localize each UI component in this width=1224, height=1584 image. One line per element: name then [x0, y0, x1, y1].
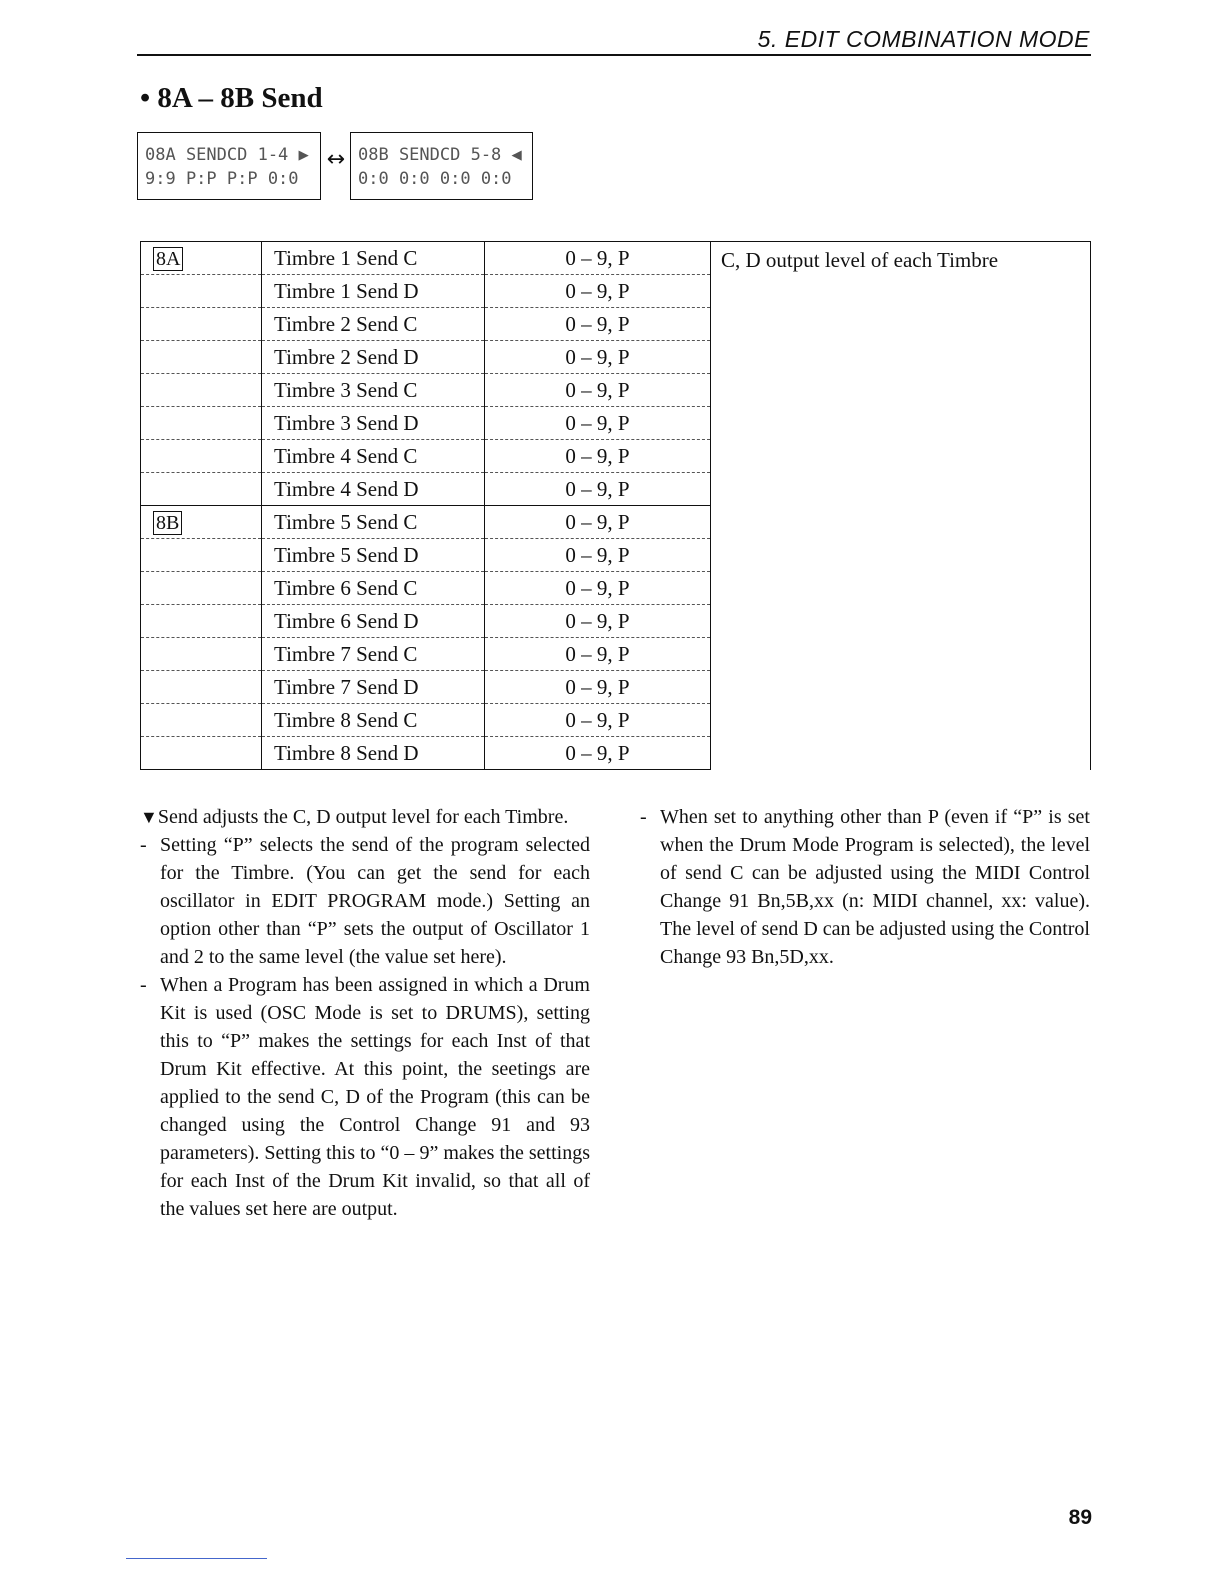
parameter-name: Timbre 8 Send D: [262, 737, 485, 770]
header-rule: [137, 54, 1091, 56]
parameter-range: 0 – 9, P: [485, 341, 711, 374]
parameter-range: 0 – 9, P: [485, 506, 711, 539]
page-tag-cell: [141, 374, 262, 407]
dash-marker: -: [140, 834, 147, 856]
page-tag-cell: [141, 275, 262, 308]
lead-paragraph: [140, 803, 590, 831]
parameter-name: Timbre 5 Send C: [262, 506, 485, 539]
page-number: 89: [1068, 1506, 1092, 1529]
page-tag-cell: [141, 440, 262, 473]
parameter-name: Timbre 2 Send C: [262, 308, 485, 341]
parameter-range: 0 – 9, P: [485, 473, 711, 506]
parameter-name: Timbre 3 Send D: [262, 407, 485, 440]
page-tag-cell: [141, 704, 262, 737]
dash-marker: -: [140, 974, 147, 996]
parameter-description: C, D output level of each Timbre: [711, 242, 1091, 770]
parameter-range: 0 – 9, P: [485, 737, 711, 770]
dash-marker: -: [640, 806, 647, 828]
list-item-text: When set to anything other than P (even if “P” is set when the Drum Mode Program is selected), the level of send C can be adjusted using the MIDI Control Change 91 Bn,5B,xx (n: MIDI channel, xx: value). The level of send D can be adjusted using the Control Change 93 Bn,5D,xx.: [660, 806, 1090, 968]
page-tag: 8A: [153, 247, 183, 271]
lcd-display-8b: [350, 132, 533, 200]
double-arrow-icon: ↔: [326, 147, 346, 172]
page-tag-cell: [141, 605, 262, 638]
lcd-display-8a: [137, 132, 321, 200]
parameter-range: 0 – 9, P: [485, 671, 711, 704]
page-tag-cell: [141, 539, 262, 572]
table-row: [141, 242, 1091, 275]
lcd-8b-line1: 08B SENDCD 5-8 ◀: [358, 145, 522, 165]
footer-link-rule: [126, 1558, 267, 1559]
parameter-name: Timbre 7 Send C: [262, 638, 485, 671]
parameter-range: 0 – 9, P: [485, 374, 711, 407]
list-item-text: When a Program has been assigned in which a Drum Kit is used (OSC Mode is set to DRUMS), setting this to “P” makes the settings for each Inst of that Drum Kit effective. At this point, the seetings are applied to the send C, D of the Program (this can be changed using the Control Change 91 and 93 parameters). Setting this to “0 – 9” makes the settings for each Inst of the Drum Kit invalid, so that all of the values set here are output.: [160, 974, 590, 1220]
parameter-name: Timbre 7 Send D: [262, 671, 485, 704]
parameter-range: 0 – 9, P: [485, 704, 711, 737]
parameter-name: Timbre 4 Send D: [262, 473, 485, 506]
page-tag-cell: [141, 407, 262, 440]
parameter-name: Timbre 3 Send C: [262, 374, 485, 407]
page-tag-cell: [141, 473, 262, 506]
left-column: [140, 803, 590, 1223]
running-header: 5. EDIT COMBINATION MODE: [757, 26, 1090, 52]
page-tag-cell: [141, 308, 262, 341]
parameter-range: 0 – 9, P: [485, 275, 711, 308]
parameter-name: Timbre 6 Send D: [262, 605, 485, 638]
parameter-name: Timbre 4 Send C: [262, 440, 485, 473]
parameter-range: 0 – 9, P: [485, 572, 711, 605]
parameter-range: 0 – 9, P: [485, 440, 711, 473]
page-tag-cell: [141, 341, 262, 374]
page-tag-cell: [141, 638, 262, 671]
triangle-marker-icon: ▼: [140, 807, 158, 827]
list-item: [140, 831, 590, 971]
page-tag-cell: [141, 737, 262, 770]
list-item: [140, 971, 590, 1223]
parameter-name: Timbre 2 Send D: [262, 341, 485, 374]
parameter-name: Timbre 8 Send C: [262, 704, 485, 737]
parameter-table: [140, 241, 1091, 770]
parameter-range: 0 – 9, P: [485, 308, 711, 341]
page-tag-cell: [141, 671, 262, 704]
lcd-8a-line1: 08A SENDCD 1-4 ▶: [145, 145, 309, 165]
parameter-range: 0 – 9, P: [485, 638, 711, 671]
parameter-name: Timbre 6 Send C: [262, 572, 485, 605]
lead-text: Send adjusts the C, D output level for each Timbre.: [157, 806, 569, 828]
parameter-range: 0 – 9, P: [485, 605, 711, 638]
page-tag: 8B: [153, 511, 182, 535]
page-tag-cell: [141, 242, 262, 275]
lcd-8b-line2: 0:0 0:0 0:0 0:0: [358, 169, 512, 189]
list-item-text: Setting “P” selects the send of the program selected for the Timbre. (You can get the send for each oscillator in EDIT PROGRAM mode.) Setting an option other than “P” sets the output of Oscillator 1 and 2 to the same level (the value set here).: [160, 834, 590, 968]
parameter-range: 0 – 9, P: [485, 407, 711, 440]
right-column: [640, 803, 1090, 971]
lcd-8a-line2: 9:9 P:P P:P 0:0: [145, 169, 299, 189]
page-tag-cell: [141, 506, 262, 539]
section-title: • 8A – 8B Send: [140, 82, 323, 114]
parameter-range: 0 – 9, P: [485, 539, 711, 572]
parameter-name: Timbre 1 Send C: [262, 242, 485, 275]
page-tag-cell: [141, 572, 262, 605]
parameter-name: Timbre 1 Send D: [262, 275, 485, 308]
parameter-name: Timbre 5 Send D: [262, 539, 485, 572]
parameter-range: 0 – 9, P: [485, 242, 711, 275]
list-item: [640, 803, 1090, 971]
